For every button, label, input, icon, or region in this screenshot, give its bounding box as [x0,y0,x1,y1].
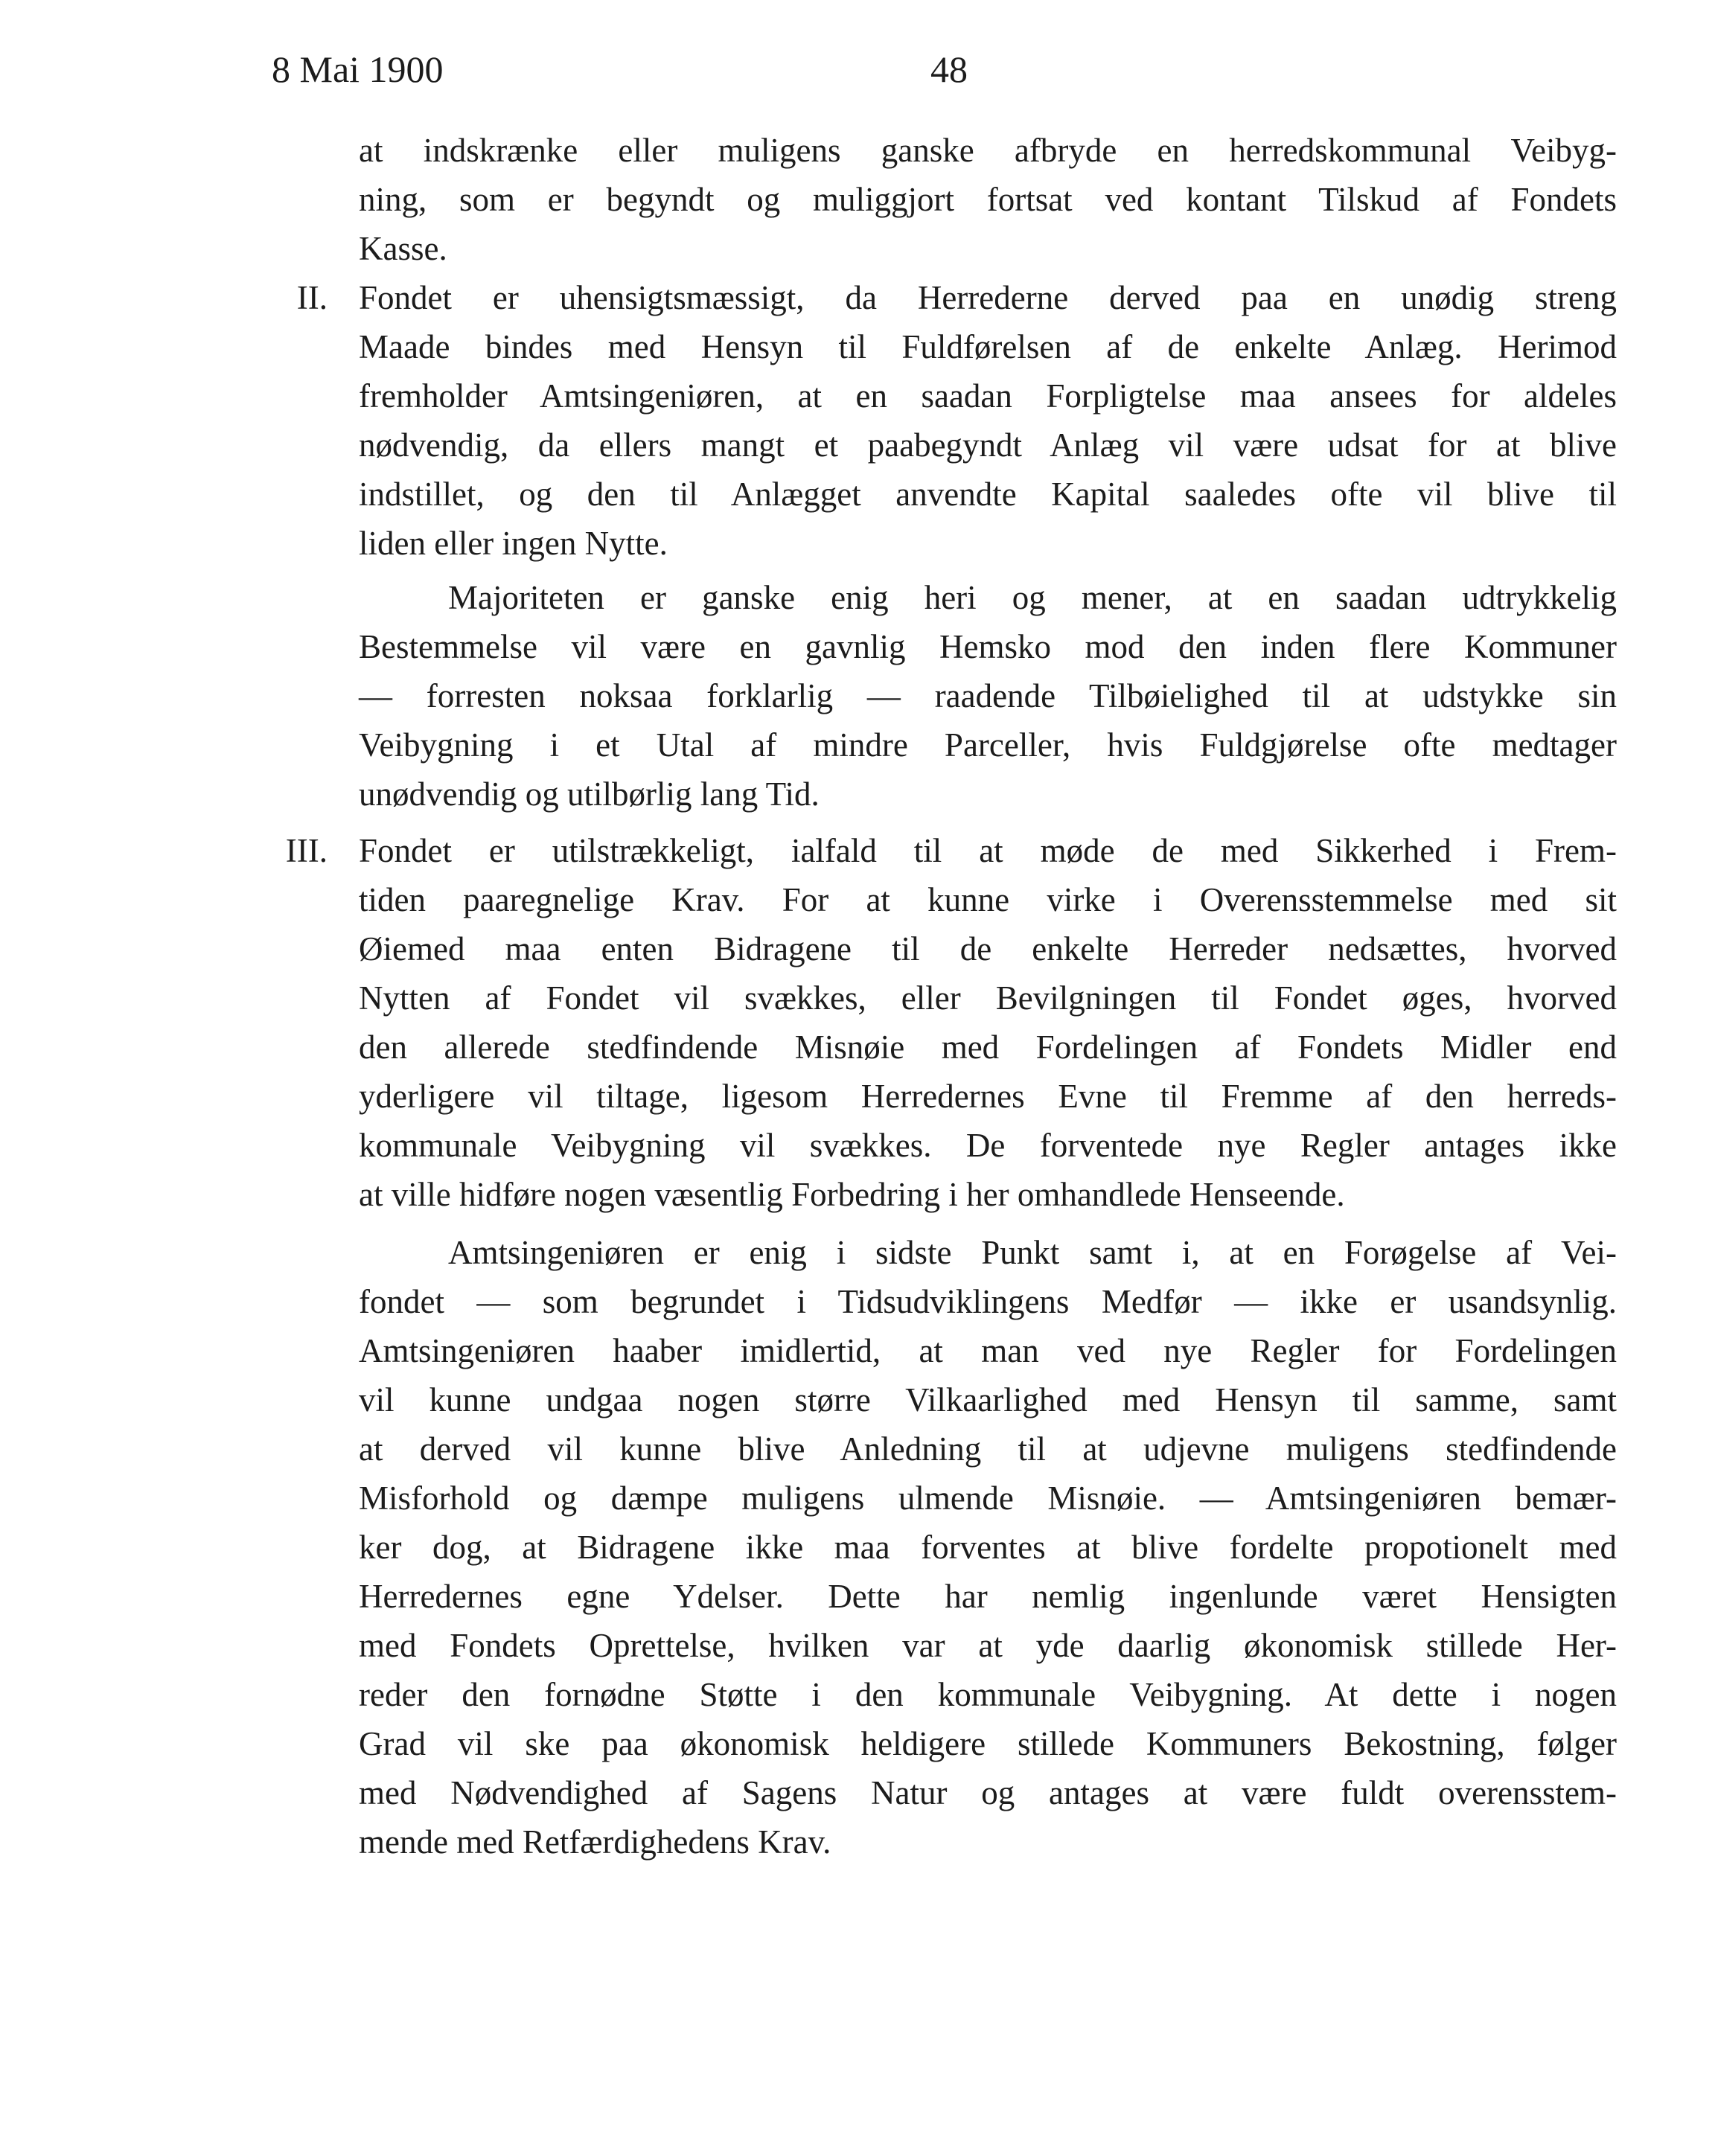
text-line: Nytten af Fondet vil svækkes, eller Bevilgningen til Fondet øges, hvorved [359,979,1617,1017]
text-line: liden eller ingen Nytte. [359,525,668,562]
text-line: Herredernes egne Ydelser. Dette har nemlig ingenlunde været Hensigten [359,1578,1617,1615]
text-line: Grad vil ske paa økonomisk heldigere stillede Kommuners Bekostning, følger [359,1725,1617,1762]
text-line: med Nødvendighed af Sagens Natur og antages at være fuldt overensstem- [359,1774,1617,1811]
page-number: 48 [930,48,968,90]
text-line: ker dog, at Bidragene ikke maa forventes at blive fordelte propotionelt med [359,1529,1617,1566]
text-line: Kasse. [359,230,447,267]
text-line: Veibygning i et Utal af mindre Parceller, hvis Fuldgjørelse ofte medtager [359,726,1617,764]
text-line: Maade bindes med Hensyn til Fuldførelsen af de enkelte Anlæg. Herimod [359,328,1617,365]
text-line: vil kunne undgaa nogen større Vilkaarlighed med Hensyn til samme, samt [359,1381,1617,1418]
text-line: fremholder Amtsingeniøren, at en saadan Forpligtelse maa ansees for aldeles [359,377,1617,415]
text-line: at indskrænke eller muligens ganske afbryde en herredskommunal Veibyg- [359,132,1617,169]
text-line: Fondet er uhensigtsmæssigt, da Herrederne derved paa en unødig streng [359,279,1617,316]
text-line: — forresten noksaa forklarlig — raadende Tilbøielighed til at udstykke sin [359,677,1617,714]
section-marker-iii: III. [285,832,328,869]
text-line: at derved vil kunne blive Anledning til at udjevne muligens stedfindende [359,1430,1617,1468]
text-line: med Fondets Oprettelse, hvilken var at yde daarlig økonomisk stillede Her- [359,1627,1617,1664]
text-line: nødvendig, da ellers mangt et paabegyndt Anlæg vil være udsat for at blive [359,426,1617,464]
text-line: kommunale Veibygning vil svækkes. De forventede nye Regler antages ikke [359,1127,1617,1164]
text-line: indstillet, og den til Anlægget anvendte Kapital saaledes ofte vil blive til [359,476,1617,513]
text-line: ning, som er begyndt og muliggjort fortsat ved kontant Tilskud af Fondets [359,181,1617,218]
text-line: tiden paaregnelige Krav. For at kunne virke i Overensstemmelse med sit [359,881,1617,918]
page-header [272,43,1478,95]
text-line: Amtsingeniøren haaber imidlertid, at man ved nye Regler for Fordelingen [359,1332,1617,1369]
text-line: yderligere vil tiltage, ligesom Herredernes Evne til Fremme af den herreds- [359,1078,1617,1115]
text-line: at ville hidføre nogen væsentlig Forbedring i her omhandlede Henseende. [359,1176,1345,1213]
text-line: Amtsingeniøren er enig i sidste Punkt samt i, at en Forøgelse af Vei- [448,1234,1617,1271]
text-line: Misforhold og dæmpe muligens ulmende Misnøie. — Amtsingeniøren bemær- [359,1480,1617,1517]
text-line: Bestemmelse vil være en gavnlig Hemsko mod den inden flere Kommuner [359,628,1617,665]
text-line: Majoriteten er ganske enig heri og mener, at en saadan udtrykkelig [448,579,1617,616]
text-line: den allerede stedfindende Misnøie med Fordelingen af Fondets Midler end [359,1029,1617,1066]
text-line: fondet — som begrundet i Tidsudviklingens Medfør — ikke er usandsynlig. [359,1283,1617,1320]
header-date: 8 Mai 1900 [272,48,444,90]
text-line: reder den fornødne Støtte i den kommunale Veibygning. At dette i nogen [359,1676,1617,1713]
text-line: Fondet er utilstrækkeligt, ialfald til at møde de med Sikkerhed i Frem- [359,832,1617,869]
text-line: Øiemed maa enten Bidragene til de enkelte Herreder nedsættes, hvorved [359,930,1617,967]
text-line: mende med Retfærdighedens Krav. [359,1823,831,1861]
text-line: unødvendig og utilbørlig lang Tid. [359,775,820,813]
section-marker-ii: II. [296,279,328,316]
